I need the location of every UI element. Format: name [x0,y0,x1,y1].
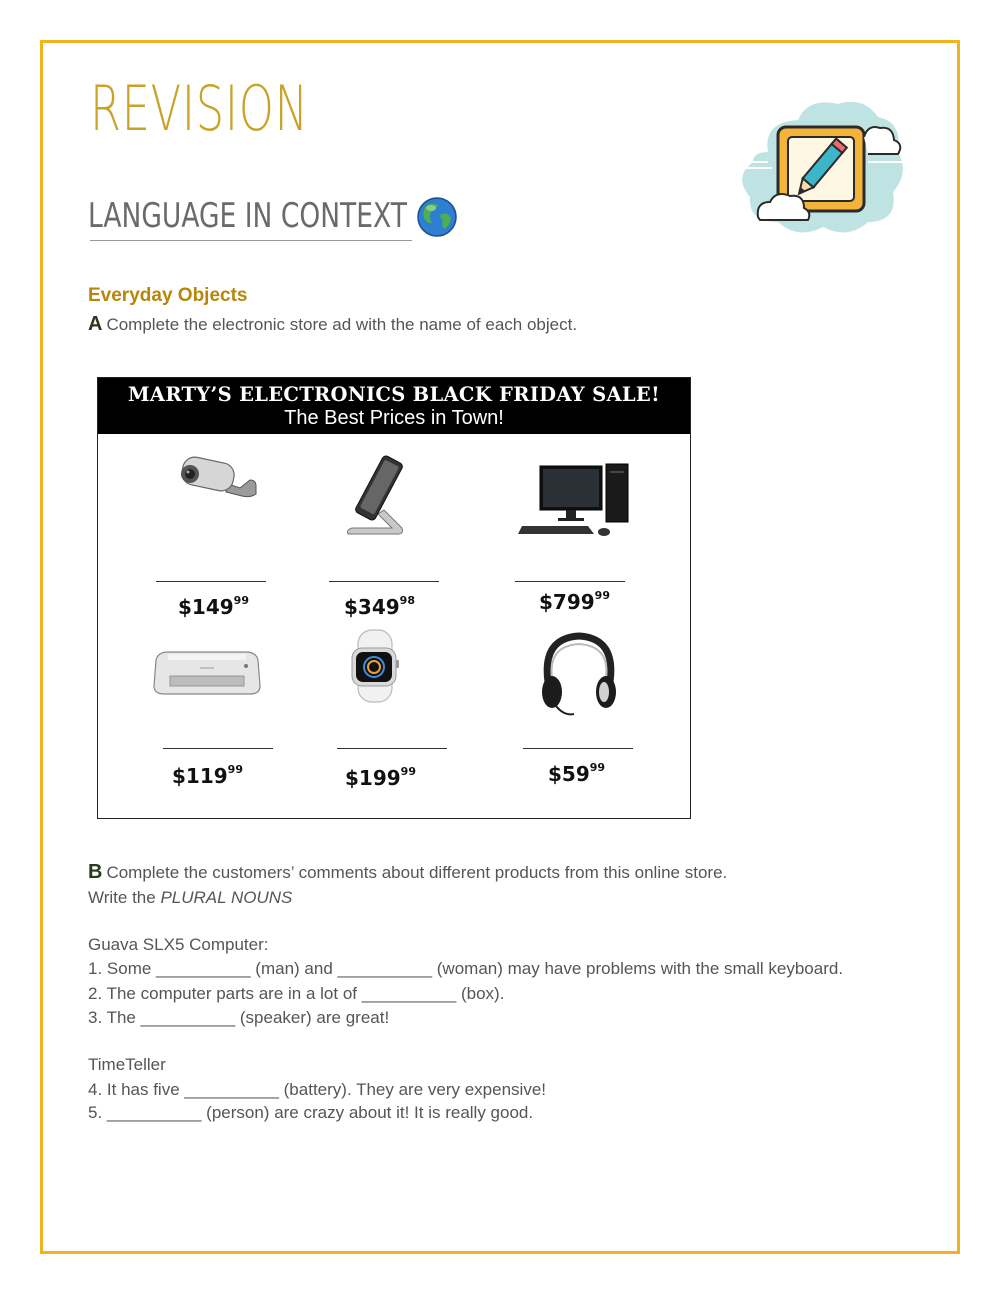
section-b-letter: B [88,861,103,883]
question-2: 2. The computer parts are in a lot of __________ (box). [88,984,505,1003]
price-2 [344,595,415,619]
price-1-cents: 99 [233,594,249,607]
price-3-cents: 99 [594,589,610,602]
answer-blank-6[interactable] [523,748,633,749]
headphones-icon [534,628,624,718]
answer-blank-3[interactable] [515,581,625,582]
price-4 [172,764,243,788]
price-5-dollars: $199 [345,766,401,790]
price-2-cents: 98 [399,594,415,607]
section-a-instruction [88,313,577,336]
answer-blank-2[interactable] [329,581,439,582]
question-3: 3. The __________ (speaker) are great! [88,1008,390,1027]
price-1-dollars: $149 [178,595,234,619]
price-2-dollars: $349 [344,595,400,619]
section-a-text: Complete the electronic store ad with the name of each object. [106,315,578,334]
product-heading-2: TimeTeller [88,1055,166,1074]
question-4: 4. It has five __________ (battery). They are very expensive! [88,1080,547,1099]
section-b-line-2 [88,885,727,910]
section-b-line-1 [88,860,727,885]
question-5: 5. __________ (person) are crazy about it! It is really good. [88,1103,534,1122]
price-6-dollars: $59 [548,762,590,786]
section-b-write: Write the [88,888,161,907]
answer-blank-4[interactable] [163,748,273,749]
desktop-computer-icon [518,460,636,544]
price-4-dollars: $119 [172,764,228,788]
answer-blank-1[interactable] [156,581,266,582]
printer-icon [150,646,264,702]
question-1: 1. Some __________ (man) and __________ (woman) may have problems with the small keyboard. [88,959,844,978]
section-a-heading: Everyday Objects [88,285,248,306]
section-b-text: Complete the customers’ comments about different products from this online store. [106,863,728,882]
pencil-note-icon [728,92,910,242]
page-title: REVISION [90,72,309,145]
security-camera-icon [170,454,260,508]
price-6-cents: 99 [589,761,606,774]
phone-stand-icon [338,450,428,546]
product-heading-1: Guava SLX5 Computer: [88,935,269,954]
section-b-instruction [88,860,727,910]
section-a-letter: A [88,313,103,335]
answer-blank-5[interactable] [337,748,447,749]
ad-subtitle: The Best Prices in Town! [284,407,504,429]
globe-icon [416,196,458,238]
subtitle-underline [90,240,412,241]
ad-header [98,378,690,434]
section-b-plural-nouns: PLURAL NOUNS [160,888,293,907]
page-subtitle: LANGUAGE IN CONTEXT [88,196,407,236]
price-4-cents: 99 [227,763,243,776]
price-5 [345,766,416,790]
price-3-dollars: $799 [539,590,595,614]
price-6 [548,762,605,786]
price-3 [539,590,610,614]
store-ad [97,377,691,819]
price-5-cents: 99 [400,765,416,778]
ad-title: MARTY’S ELECTRONICS BLACK FRIDAY SALE! [128,383,660,406]
price-1 [178,595,249,619]
smartwatch-icon [344,628,408,704]
